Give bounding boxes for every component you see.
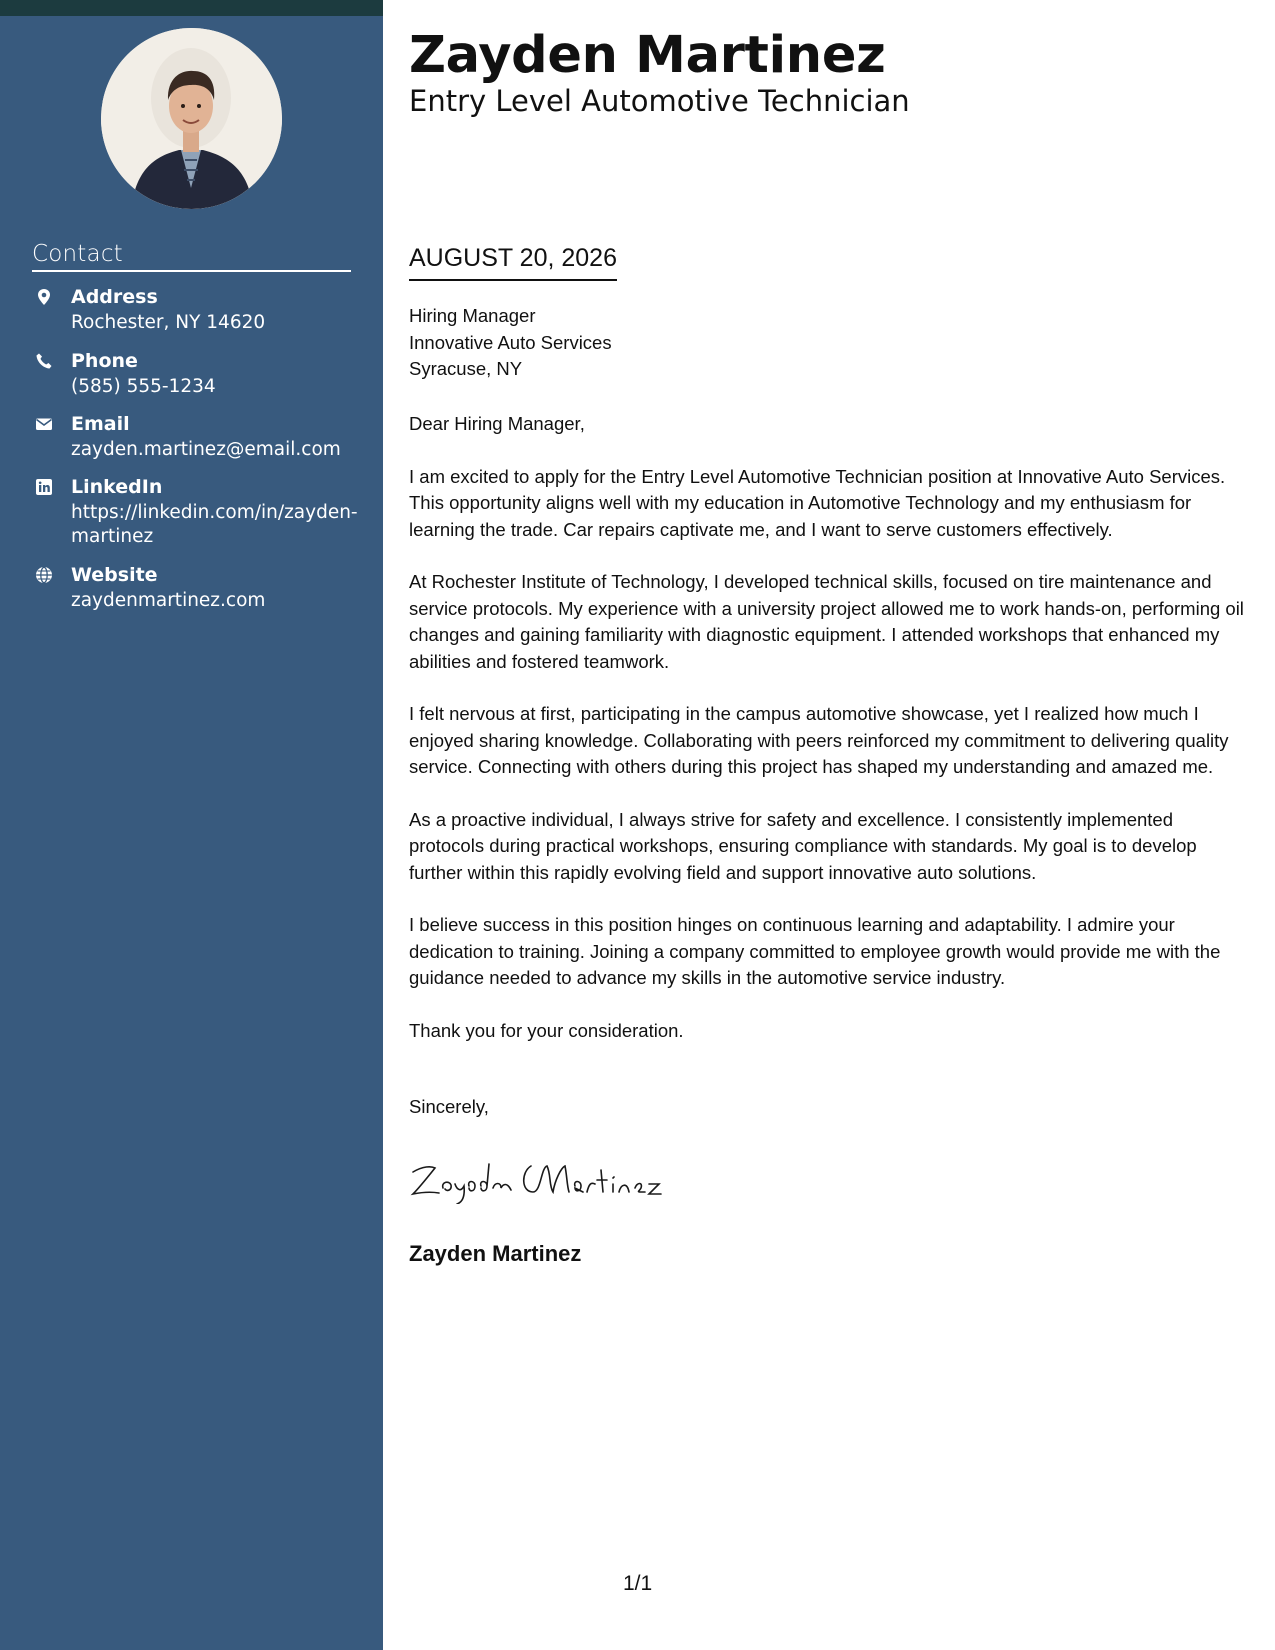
phone-value: (585) 555-1234 bbox=[71, 376, 216, 397]
sidebar bbox=[0, 0, 383, 1650]
contact-heading: Contact bbox=[32, 241, 351, 272]
applicant-name: Zayden Martinez bbox=[409, 26, 886, 85]
recipient-block bbox=[409, 303, 612, 383]
contact-label: LinkedIn bbox=[71, 476, 163, 498]
globe-icon bbox=[35, 566, 53, 584]
page-number: 1/1 bbox=[623, 1572, 653, 1595]
salutation: Dear Hiring Manager, bbox=[409, 413, 585, 434]
contact-label: Phone bbox=[71, 350, 138, 372]
phone-icon bbox=[35, 352, 53, 370]
recipient-location: Syracuse, NY bbox=[409, 358, 523, 379]
body-paragraph: At Rochester Institute of Technology, I developed technical skills, focused on tire maintenance and service protocols. My experience with a university project allowed me to work hands-on, performing oil changes and gaining familiarity with diagnostic equipment. I attended workshops that enhanced my abilities and fostered teamwork. bbox=[409, 571, 1244, 672]
map-pin-icon bbox=[35, 288, 53, 306]
contact-label: Address bbox=[71, 286, 158, 308]
body-paragraph: As a proactive individual, I always strive for safety and excellence. I consistently implemented protocols during practical workshops, ensuring compliance with standards. My goal is to develop further within this rapidly evolving field and support innovative auto solutions. bbox=[409, 808, 1197, 883]
body-paragraph: I felt nervous at first, participating in the campus automotive showcase, yet I realized how much I enjoyed sharing knowledge. Collaborating with peers reinforced my commitment to delivering quality service. Connecting with others during this project has shaped my understanding and amazed me. bbox=[409, 703, 1229, 777]
profile-photo-illustration bbox=[101, 28, 282, 209]
job-title: Entry Level Automotive Technician bbox=[409, 84, 910, 118]
letter-body bbox=[409, 411, 1249, 1044]
sidebar-top-bar bbox=[0, 0, 383, 16]
profile-photo bbox=[101, 28, 282, 209]
body-paragraph: I am excited to apply for the Entry Level Automotive Technician position at Innovative Auto Services. This opportunity aligns well with my education in Automotive Technology and my enthusiasm for learning the trade. Car repairs captivate me, and I want to serve customers effectively. bbox=[409, 465, 1226, 540]
sign-off: Sincerely, bbox=[409, 1096, 489, 1117]
closing-line: Thank you for your consideration. bbox=[409, 1019, 684, 1041]
handwritten-signature bbox=[409, 1152, 679, 1204]
envelope-icon bbox=[35, 415, 53, 433]
contact-label: Email bbox=[71, 413, 130, 435]
signature-drawing bbox=[409, 1152, 679, 1204]
address-value: Rochester, NY 14620 bbox=[71, 312, 266, 333]
recipient-name: Hiring Manager bbox=[409, 305, 536, 326]
contact-label: Website bbox=[71, 564, 158, 586]
body-paragraph: I believe success in this position hinges on continuous learning and adaptability. I admire your dedication to training. Joining a company committed to employee growth would provide me with the guidance needed to advance my skills in the automotive service industry. bbox=[409, 914, 1221, 988]
email-value[interactable]: zayden.martinez@email.com bbox=[71, 439, 341, 460]
signer-name: Zayden Martinez bbox=[409, 1241, 582, 1266]
recipient-company: Innovative Auto Services bbox=[409, 331, 612, 353]
linkedin-value[interactable]: https://linkedin.com/in/zayden-martinez bbox=[71, 502, 358, 547]
linkedin-icon bbox=[35, 478, 53, 496]
letter-date: AUGUST 20, 2026 bbox=[409, 244, 617, 281]
website-value[interactable]: zaydenmartinez.com bbox=[71, 590, 266, 611]
